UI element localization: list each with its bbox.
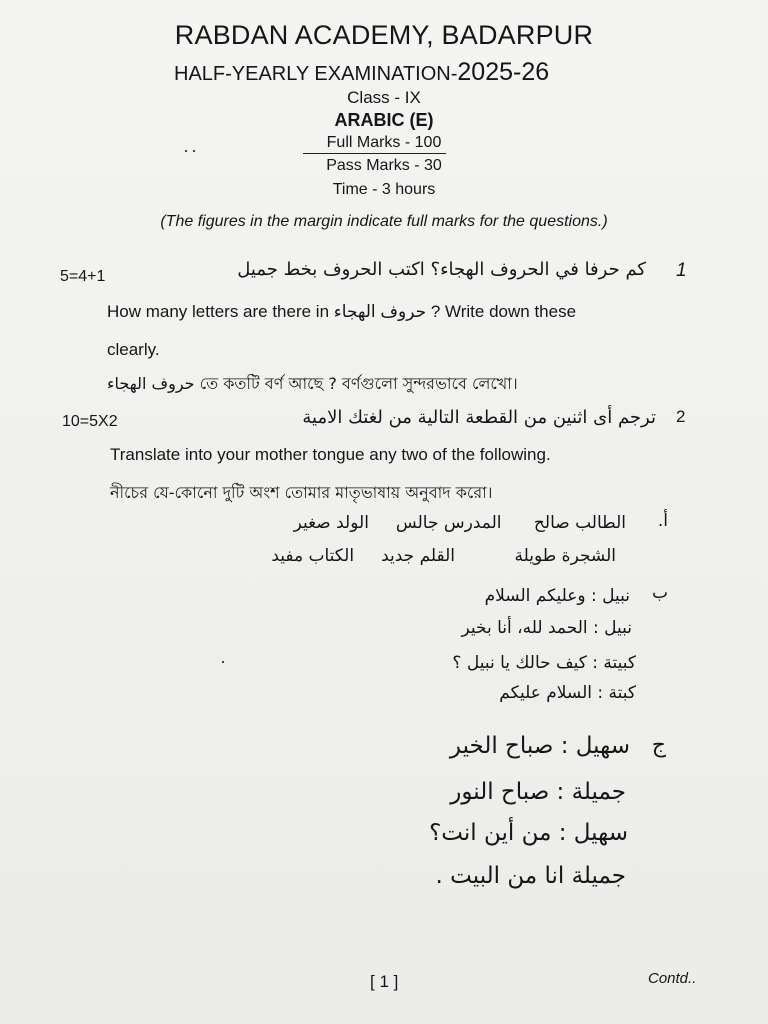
- q2-arabic-text: ترجم أى اثنين من القطعة التالية من لغتك الامية: [302, 407, 656, 428]
- paper-speck: [185, 150, 187, 152]
- exam-title: [174, 58, 549, 87]
- paper-speck: [222, 661, 224, 663]
- part-b-line: كبيتة : كيف حالك يا نبيل ؟: [452, 653, 636, 673]
- part-b-line: نبيل : وعليكم السلام: [484, 586, 630, 606]
- part-c-line: جميلة انا من البيت .: [435, 863, 626, 889]
- instruction-note: (The figures in the margin indicate full marks for the questions.): [160, 213, 608, 230]
- part-c-line: سهيل : من أين انت؟: [429, 820, 628, 846]
- part-a-row1: الطالب صالح المدرس جالس الولد صغير: [293, 513, 626, 533]
- marks-divider: [303, 153, 446, 154]
- q2-marks: 10=5X2: [62, 413, 118, 430]
- part-a-row2: الشجرة طويلة القلم جديد الكتاب مفيد: [271, 546, 616, 566]
- school-name: RABDAN ACADEMY, BADARPUR: [174, 20, 594, 50]
- time-label: Time - 3 hours: [332, 181, 436, 198]
- q1-english-line1: How many letters are there in حروف الهجاء ? Write down these: [107, 302, 577, 321]
- class-label: Class - IX: [347, 88, 421, 107]
- q1-marks: 5=4+1: [60, 268, 106, 285]
- part-a-label: أ.: [657, 511, 668, 531]
- part-b-line: كبتة : السلام عليكم: [499, 683, 636, 703]
- part-c-line: سهيل : صباح الخير: [449, 733, 630, 759]
- q1-bengali-text: حروف الهجاء তে কতটি বর্ণ আছে ? বর্ণগুলো সুন্দরভাবে লেখো।: [107, 374, 518, 393]
- full-marks: Full Marks - 100: [326, 134, 442, 151]
- q1-number: 1: [676, 260, 687, 281]
- subject-label: ARABIC (E): [334, 110, 434, 130]
- page-number: [ 1 ]: [370, 972, 399, 991]
- exam-year: 2025-26: [457, 58, 550, 86]
- q2-bengali-text: নীচের যে-কোনো দুটি অংশ তোমার মাতৃভাষায় অনুবাদ করো।: [110, 483, 493, 502]
- part-b-line: نبيل : الحمد لله، أنا بخير: [461, 618, 632, 638]
- q2-number: 2: [676, 407, 686, 426]
- q1-english-line2: clearly.: [107, 340, 160, 359]
- pass-marks: Pass Marks - 30: [326, 157, 442, 174]
- part-c-label: ج: [651, 733, 666, 758]
- contd-label: Contd..: [648, 970, 697, 987]
- paper-speck: [193, 150, 195, 152]
- q1-arabic-text: كم حرفا في الحروف الهجاء؟ اكتب الحروف بخط جميل: [237, 259, 646, 280]
- part-c-line: جميلة : صباح النور: [450, 779, 626, 805]
- q2-english-text: Translate into your mother tongue any two of the following.: [110, 445, 551, 464]
- exam-name: HALF-YEARLY EXAMINATION-: [174, 63, 458, 85]
- part-b-label: ب: [651, 583, 668, 603]
